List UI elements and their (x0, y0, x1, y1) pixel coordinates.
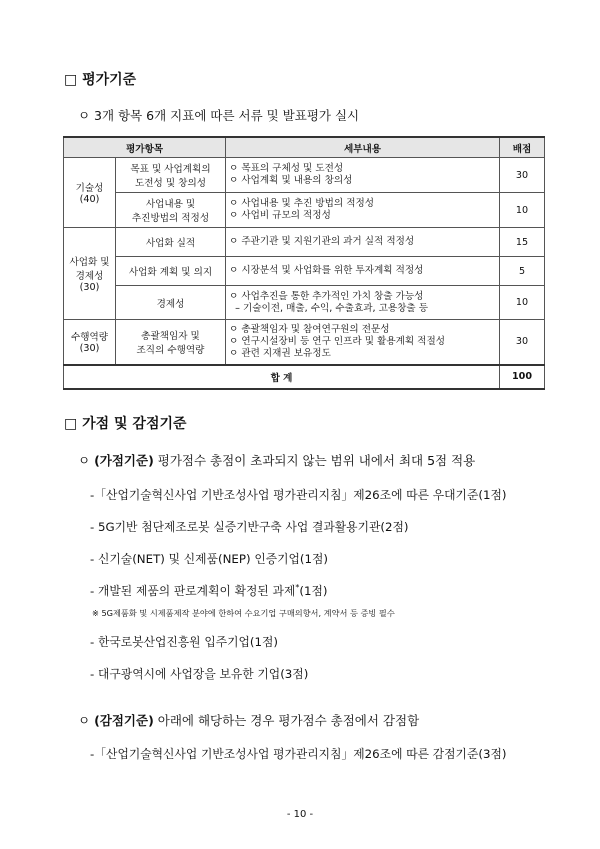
item-cell: 사업화 실적 (116, 228, 226, 257)
table-row (64, 193, 545, 228)
item-cell: 사업화 계획 및 의지 (116, 257, 226, 286)
category-cell: 사업화 및 경제성 (30) (64, 228, 116, 320)
footnote-note: ※ 5G제품화 및 시제품제작 분야에 한하여 수요기업 구매의향서, 계약서 등 증빙 필수 (92, 608, 395, 618)
category-cell: 기술성 (40) (64, 158, 116, 228)
detail-cell: ㅇ 사업추진을 통한 추가적인 가치 창출 가능성 – 기술이전, 매출, 수익, 수출효과, 고용창출 등 (226, 286, 500, 320)
detail-cell: ㅇ 총괄책임자 및 참여연구원의 전문성 ㅇ 연구시설장비 등 연구 인프라 및 활용계획 적절성 ㅇ 관련 지재권 보유정도 (226, 320, 500, 365)
table-row (64, 320, 545, 365)
detail-cell: ㅇ 주관기관 및 지원기관의 과거 실적 적정성 (226, 228, 500, 257)
section-title-bonus-penalty: □ 가점 및 감점기준 (64, 416, 187, 432)
detail-cell: ㅇ 사업내용 및 추진 방법의 적정성 ㅇ 사업비 규모의 적정성 (226, 193, 500, 228)
list-item: - 5G기반 첨단제조로봇 실증기반구축 사업 결과활용기관(2점) (90, 520, 409, 534)
score-cell: 30 (500, 158, 545, 193)
score-cell: 30 (500, 320, 545, 365)
header-details: 세부내용 (226, 137, 500, 158)
item-cell: 경제성 (116, 286, 226, 320)
total-label: 합 계 (64, 365, 500, 389)
detail-cell: ㅇ 시장분석 및 사업화를 위한 투자계획 적정성 (226, 257, 500, 286)
list-item: - 한국로봇산업진흥원 입주기업(1점) (90, 635, 279, 649)
table-row (64, 158, 545, 193)
section-title-evaluation: □ 평가기준 (64, 72, 137, 88)
score-cell: 5 (500, 257, 545, 286)
list-item: -「산업기술혁신사업 기반조성사업 평가관리지침」제26조에 따른 감점기준(3점) (90, 747, 507, 761)
bonus-criteria-line: ㅇ (가점기준) 평가점수 총점이 초과되지 않는 범위 내에서 최대 5점 적용 (78, 453, 476, 468)
evaluation-table (63, 136, 545, 390)
header-score: 배점 (500, 137, 545, 158)
evaluation-intro: ㅇ 3개 항목 6개 지표에 따른 서류 및 발표평가 실시 (78, 108, 360, 123)
list-item: - 대구광역시에 사업장을 보유한 기업(3점) (90, 667, 309, 681)
table-row (64, 286, 545, 320)
item-cell: 사업내용 및 추진방법의 적정성 (116, 193, 226, 228)
header-category: 평가항목 (64, 137, 226, 158)
total-score: 100 (500, 365, 545, 389)
table-header-row (64, 137, 545, 158)
item-cell: 총괄책임자 및 조직의 수행역량 (116, 320, 226, 365)
category-cell: 수행역량 (30) (64, 320, 116, 365)
score-cell: 10 (500, 193, 545, 228)
detail-cell: ㅇ 목표의 구체성 및 도전성 ㅇ 사업계획 및 내용의 창의성 (226, 158, 500, 193)
item-cell: 목표 및 사업계획의 도전성 및 창의성 (116, 158, 226, 193)
list-item: - 개발된 제품의 판로계획이 확정된 과제*(1점) (90, 583, 328, 598)
score-cell: 10 (500, 286, 545, 320)
table-row (64, 257, 545, 286)
score-cell: 15 (500, 228, 545, 257)
total-row (64, 365, 545, 389)
list-item: -「산업기술혁신사업 기반조성사업 평가관리지침」제26조에 따른 우대기준(1점) (90, 488, 507, 502)
penalty-label: (감점기준) (94, 713, 154, 728)
list-item: - 신기술(NET) 및 신제품(NEP) 인증기업(1점) (90, 552, 329, 566)
page-number: - 10 - (286, 809, 314, 820)
bonus-label: (가점기준) (94, 453, 154, 468)
footnote-mark: * (295, 583, 300, 593)
penalty-criteria-line: ㅇ (감점기준) 아래에 해당하는 경우 평가점수 총점에서 감점함 (78, 713, 420, 728)
table-row (64, 228, 545, 257)
